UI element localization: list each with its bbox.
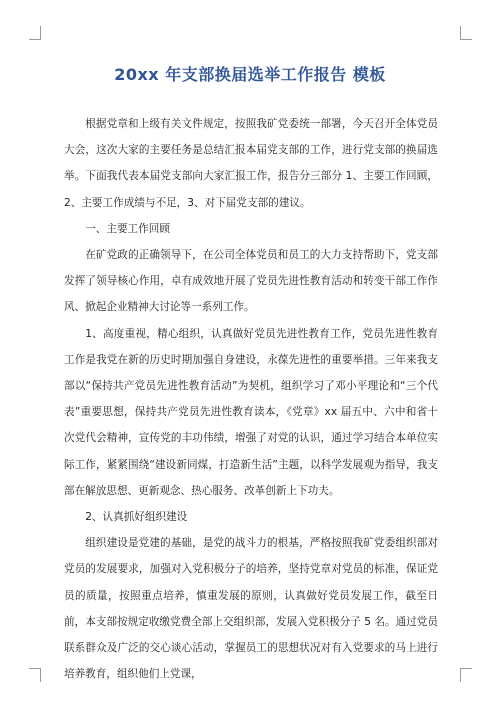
body-paragraph: 1、高度重视，精心组织，认真做好党员先进性教育工作，党员先进性教育工作是我党在新的历史时期加强自身建设，永葆先进性的重要举措。三年来我支部以“保持共产党员先进性教育活动”为契机，组织学习了邓小平理论和“三个代表”重要思想，保持共产党员先进性教育读本，《党章》xx 届五中、六中和省十次党代会精神，宣传党的丰功伟绩，增强了对党的认识，通过学习结合本单位实际工作，紧紧围绕“建设新同煤，打造新生活”主题，以科学发展观为指导，我支部在解放思想、更新观念、热心服务、改革创新上下功夫。 [64, 327, 438, 497]
document-title: 20xx 年支部换届选举工作报告 模板 [114, 65, 386, 84]
document-body [64, 111, 438, 687]
crop-mark-bottom-right [460, 668, 472, 682]
section-heading-main-work: 一、主要工作回顾 [85, 222, 170, 235]
body-paragraph: 组织建设是党建的基础，是党的战斗力的根基，严格按照我矿党委组织部对党员的发展要求，加强对入党积极分子的培养，坚持党章对党员的标准，保证党员的质量，按照重点培养，慎重发展的原则，认真做好党员发展工作，截至日前，本支部按规定收缴党费全部上交组织部，发展入党积极分子 5 名。通过党员联系群众及广泛的交心谈心活动，掌握员工的思想状况对有入党要求的马上进行培养教育，组织他们上党课， [64, 537, 438, 681]
crop-mark-top-left [29, 26, 41, 40]
crop-mark-top-right [460, 26, 472, 40]
body-paragraph: 在矿党政的正确领导下，在公司全体党员和员工的大力支持帮助下，党支部发挥了领导核心作用，卓有成效地开展了党员先进性教育活动和转变干部工作作风、掀起企业精神大讨论等一系列工作。 [64, 249, 438, 314]
crop-mark-bottom-left [29, 668, 41, 682]
subsection-heading: 2、认真抓好组织建设 [85, 511, 188, 524]
intro-paragraph: 根据党章和上级有关文件规定，按照我矿党委统一部署，今天召开全体党员大会，这次大家的主要任务是总结汇报本届党支部的工作，进行党支部的换届选举。下面我代表本届党支部向大家汇报工作，报告分三部分 1、主要工作回顾，2、主要工作成绩与不足，3、对下届党支部的建议。 [64, 118, 438, 209]
